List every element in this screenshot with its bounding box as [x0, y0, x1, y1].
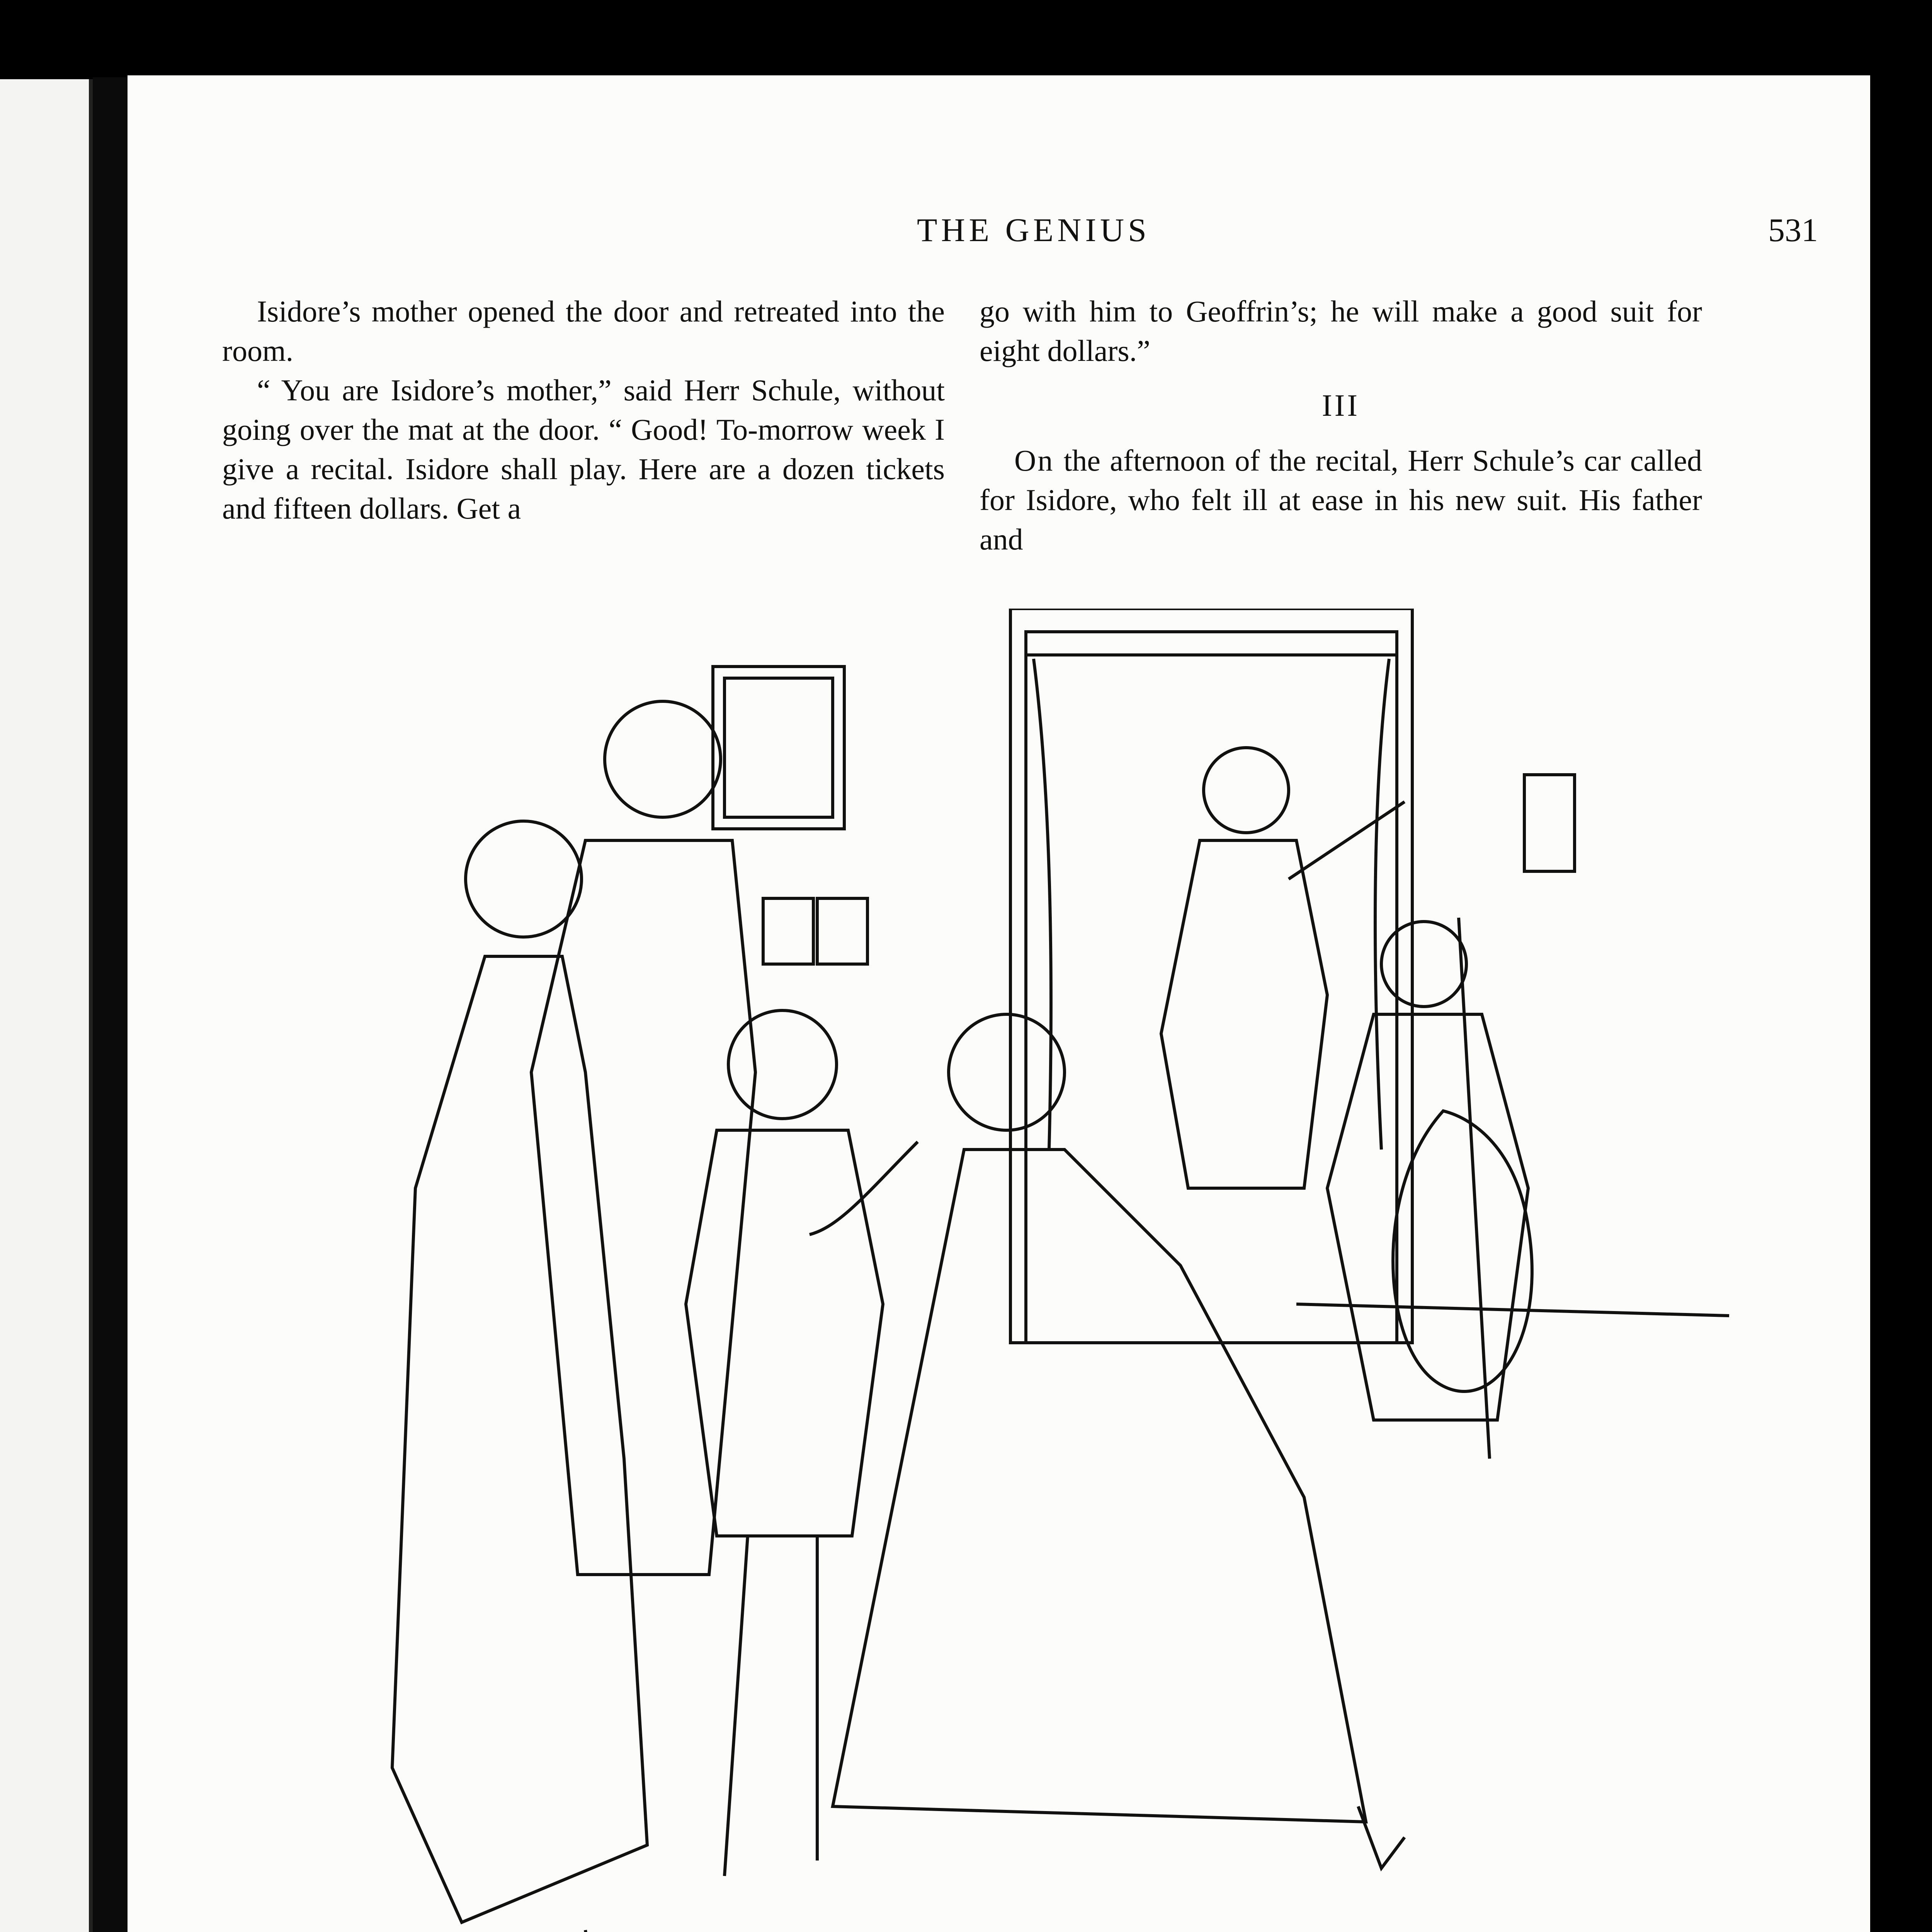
book-page	[128, 75, 1870, 1932]
section-heading: III	[1322, 389, 1360, 423]
running-head	[222, 211, 1845, 269]
book-gutter	[93, 77, 128, 1932]
facing-page-text-fragment	[0, 79, 15, 1932]
paragraph: “ You are Isidore’s mother,” said Herr Schule, without going over the mat at the door. “ Good! To-morrow week I give a recital. Isidore shall play. Here are a dozen tickets and fifteen dollars. Get a	[222, 373, 945, 525]
paragraph: Isidore’s mother opened the door and retreated into the room.	[222, 294, 945, 367]
section-opening-text: the afternoon of the recital, Herr Schule’s car called for Isidore, who felt ill at ease in his new suit. His father and	[980, 444, 1702, 556]
page-number: 531	[1768, 211, 1818, 248]
section-opening-paragraph	[980, 441, 1702, 559]
drop-word: On	[1014, 444, 1054, 477]
paragraph-continued: go with him to Geoffrin’s; he will make a good suit for eight dollars.”	[980, 294, 1702, 367]
column-top-left	[222, 292, 945, 528]
running-title: THE GENIUS	[917, 211, 1150, 248]
column-top-right	[980, 292, 1702, 559]
facing-page-edge	[0, 79, 93, 1932]
illustration-drawing	[369, 609, 1799, 1932]
